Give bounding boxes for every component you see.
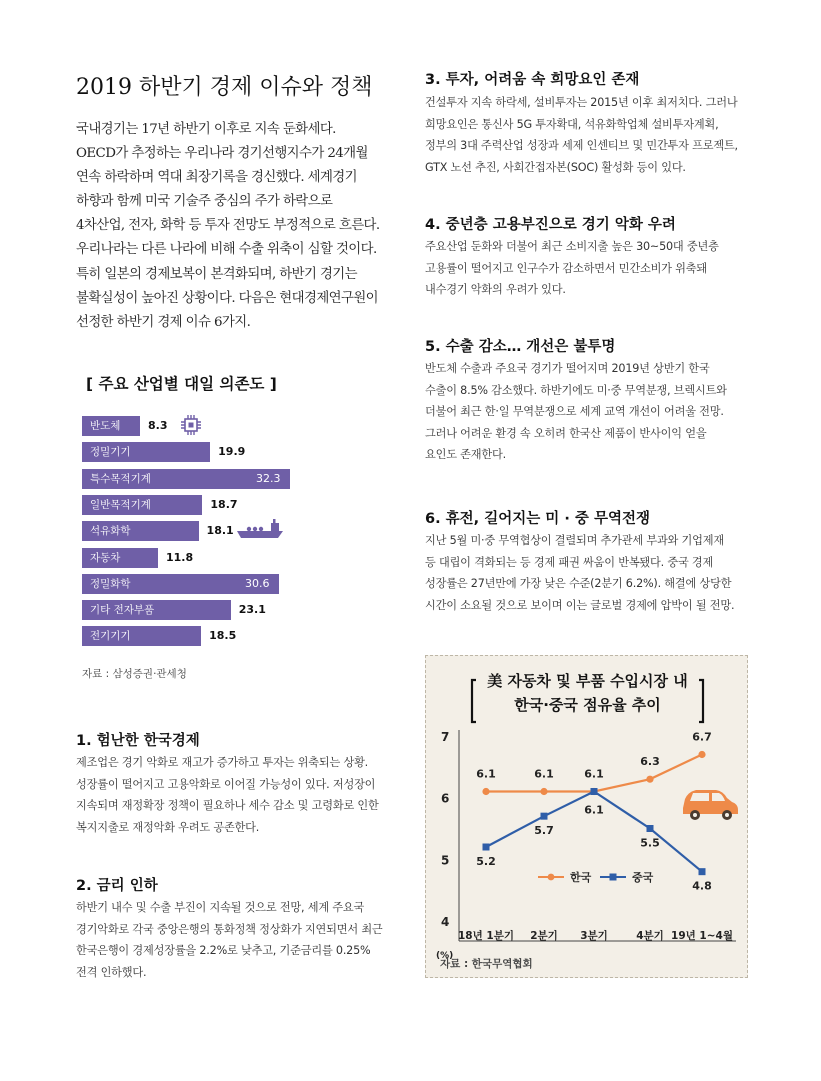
bar-label: 자동차	[90, 551, 121, 564]
bar-value: 11.8	[165, 550, 194, 564]
bar-value: 30.6	[245, 576, 270, 590]
section-line: 지속되며 재정확장 정책이 필요하나 세수 감소 및 고령화로 인한	[76, 799, 379, 812]
section-line: 하반기 내수 및 수출 부진이 지속될 것으로 전망, 세계 주요국	[76, 901, 365, 914]
y-tick-label: 5	[441, 853, 450, 868]
data-point	[646, 776, 653, 783]
section-line: 제조업은 경기 악화로 재고가 증가하고 투자는 위축되는 상황.	[76, 756, 369, 769]
dependency-bar	[82, 548, 158, 568]
section-heading-5: 5. 수출 감소… 개선은 불투명	[425, 339, 616, 355]
section-line: 수출이 8.5% 감소했다. 하반기에도 미·중 무역분쟁, 브렉시트와	[425, 383, 727, 397]
section-line: 시간이 소요될 것으로 보이며 이는 글로벌 경제에 압박이 될 전망.	[425, 598, 735, 612]
x-tick-label: 4분기	[636, 930, 664, 942]
data-label: 6.3	[640, 755, 660, 769]
bar-value: 18.7	[210, 497, 238, 511]
section-line: 성장률이 떨어지고 고용악화로 이어질 가능성이 있다. 저성장이	[76, 777, 376, 791]
intro-line: 우리나라는 다른 나라에 비해 수출 위축이 심할 것이다.	[76, 242, 377, 258]
x-tick-label: 19년 1~4월	[671, 930, 733, 942]
legend-marker-korea	[548, 874, 555, 881]
data-label: 6.1	[584, 803, 604, 817]
section-heading-4: 4. 중년층 고용부진으로 경기 악화 우려	[425, 217, 676, 233]
data-label: 5.2	[476, 855, 496, 868]
ship-icon	[235, 518, 285, 542]
intro-line: OECD가 추정하는 우리나라 경기선행지수가 24개월	[76, 146, 368, 162]
section-body-1	[76, 752, 379, 838]
data-point	[647, 825, 654, 832]
bar-value: 32.3	[256, 471, 281, 485]
section-line: 그러나 어려운 환경 속 오히려 한국산 제품이 반사이익 얻을	[425, 426, 707, 440]
data-point	[699, 868, 706, 875]
section-line: 등 대립이 격화되는 등 경제 패권 싸움이 반복됐다. 중국 경제	[425, 555, 714, 569]
section-body-3	[425, 92, 738, 178]
intro-line: 하향과 함께 미국 기술주 중심의 주가 하락으로	[76, 194, 333, 210]
intro-line: 국내경기는 17년 하반기 이후로 지속 둔화세다.	[76, 122, 336, 137]
y-tick-label: 7	[441, 730, 450, 744]
intro-paragraph	[76, 118, 411, 335]
intro-line: 연속 하락하며 역대 최장기록을 경신했다. 세계경기	[76, 170, 357, 186]
bar-value: 18.1	[206, 524, 234, 538]
section-heading-2: 2. 금리 인하	[76, 878, 158, 894]
intro-line: 불확실성이 높아진 상황이다. 다음은 현대경제연구원이	[76, 290, 378, 306]
x-tick-label: 18년 1분기	[457, 930, 515, 942]
bar-label: 특수목적기계	[90, 472, 151, 485]
section-body-6	[425, 530, 734, 616]
title-bracket-left	[472, 680, 476, 722]
bar-label: 정밀화학	[90, 577, 131, 590]
data-label: 6.1	[476, 767, 496, 781]
dependency-bar	[82, 416, 140, 436]
bar-value: 8.3	[148, 419, 168, 432]
section-line: 성장률은 27년만에 가장 낮은 수준(2분기 6.2%). 해결에 상당한	[425, 577, 732, 590]
section-heading-3: 3. 투자, 어려움 속 희망요인 존재	[425, 72, 640, 88]
dependency-bar	[82, 626, 201, 646]
bar-label: 석유화학	[90, 525, 131, 538]
bar-label: 반도체	[90, 420, 121, 432]
section-line: 경기악화로 각국 중앙은행의 통화정책 정상화가 지연되면서 최근	[76, 922, 383, 936]
bar-value: 19.9	[218, 445, 246, 459]
section-line: 지난 5월 미·중 무역협상이 결렬되며 추가관세 부과와 기업제재	[425, 534, 724, 547]
bar-label: 일반목적기계	[90, 498, 151, 511]
section-line: 한국은행이 경제성장률을 2.2%로 낮추고, 기준금리를 0.25%	[76, 944, 371, 957]
data-point	[541, 813, 548, 820]
section-line: GTX 노선 추진, 사회간접자본(SOC) 활성화 등이 있다.	[425, 160, 686, 174]
y-tick-label: 4	[441, 915, 450, 929]
section-line: 더불어 최근 한·일 무역분쟁으로 세계 교역 개선이 어려울 전망.	[425, 405, 724, 418]
section-line: 반도체 수출과 주요국 경기가 떨어지며 2019년 상반기 한국	[425, 362, 710, 375]
section-line: 복지지출로 재정악화 우려도 공존한다.	[76, 820, 260, 834]
chart-source: 자료 : 한국무역협회	[440, 958, 533, 970]
bar-label: 기타 전자부품	[90, 604, 155, 617]
section-heading-6: 6. 휴전, 길어지는 미 · 중 무역전쟁	[425, 511, 650, 527]
section-line: 건설투자 지속 하락세, 설비투자는 2015년 이후 최저치다. 그러나	[425, 96, 738, 109]
legend-marker-china	[610, 874, 617, 881]
data-label: 6.1	[584, 767, 604, 781]
section-body-4	[425, 236, 719, 301]
car-icon	[683, 790, 738, 820]
data-label: 6.1	[534, 767, 554, 781]
x-tick-label: 3분기	[580, 930, 608, 942]
data-point	[482, 788, 489, 795]
data-label: 4.8	[692, 879, 712, 893]
legend-label-china: 중국	[632, 871, 654, 884]
bar-label: 정밀기기	[90, 446, 131, 459]
dependency-chart-title: [ 주요 산업별 대일 의존도 ]	[86, 375, 277, 393]
intro-line: 선정한 하반기 경제 이슈 6가지.	[76, 314, 251, 330]
line-chart-svg	[426, 656, 749, 979]
section-line: 고용률이 떨어지고 인구수가 감소하면서 민간소비가 위축돼	[425, 261, 707, 275]
dependency-bar	[82, 442, 210, 462]
intro-line: 특히 일본의 경제보복이 본격화되며, 하반기 경기는	[76, 266, 357, 282]
dependency-bar	[82, 600, 231, 620]
dependency-chart-source: 자료 : 삼성증권·관세청	[82, 668, 187, 680]
section-line: 내수경기 악화의 우려가 있다.	[425, 283, 566, 296]
y-unit-label: (%)	[436, 951, 454, 961]
data-label: 6.7	[692, 730, 712, 744]
dependency-bar	[82, 521, 199, 541]
chart-title-line-2: 한국·중국 점유율 추이	[514, 696, 661, 714]
section-line: 주요산업 둔화와 더불어 최근 소비지출 높은 30~50대 중년층	[425, 240, 719, 253]
section-line: 정부의 3대 주력산업 성장과 세제 인센티브 및 민간투자 프로젝트,	[425, 139, 738, 152]
section-line: 희망요인은 통신사 5G 투자확대, 석유화학업체 설비투자계획,	[425, 117, 719, 131]
share-trend-chart	[425, 655, 748, 978]
data-label: 5.7	[534, 824, 554, 838]
data-point	[698, 751, 705, 758]
bar-value: 18.5	[209, 629, 237, 643]
chart-title-line-1: 美 자동차 및 부품 수입시장 내	[487, 672, 688, 690]
bar-value: 23.1	[238, 603, 266, 617]
x-tick-label: 2분기	[530, 930, 558, 942]
bar-label: 전기기기	[90, 630, 131, 643]
page-title: 2019 하반기 경제 이슈와 정책	[76, 75, 373, 100]
section-body-5	[425, 358, 727, 466]
data-label: 5.5	[640, 836, 660, 850]
section-line: 전격 인하했다.	[76, 965, 147, 979]
title-bracket-right	[699, 680, 703, 722]
data-point	[540, 788, 547, 795]
data-point	[483, 844, 490, 851]
section-body-2	[76, 897, 383, 983]
legend-label-korea: 한국	[570, 871, 592, 884]
dependency-bar	[82, 495, 202, 515]
y-tick-label: 6	[441, 791, 450, 806]
section-heading-1: 1. 험난한 한국경제	[76, 733, 200, 749]
chip-icon	[180, 414, 202, 436]
intro-line: 4차산업, 전자, 화학 등 투자 전망도 부정적으로 흐른다.	[76, 218, 380, 234]
data-point	[591, 788, 598, 795]
section-line: 요인도 존재한다.	[425, 448, 506, 461]
